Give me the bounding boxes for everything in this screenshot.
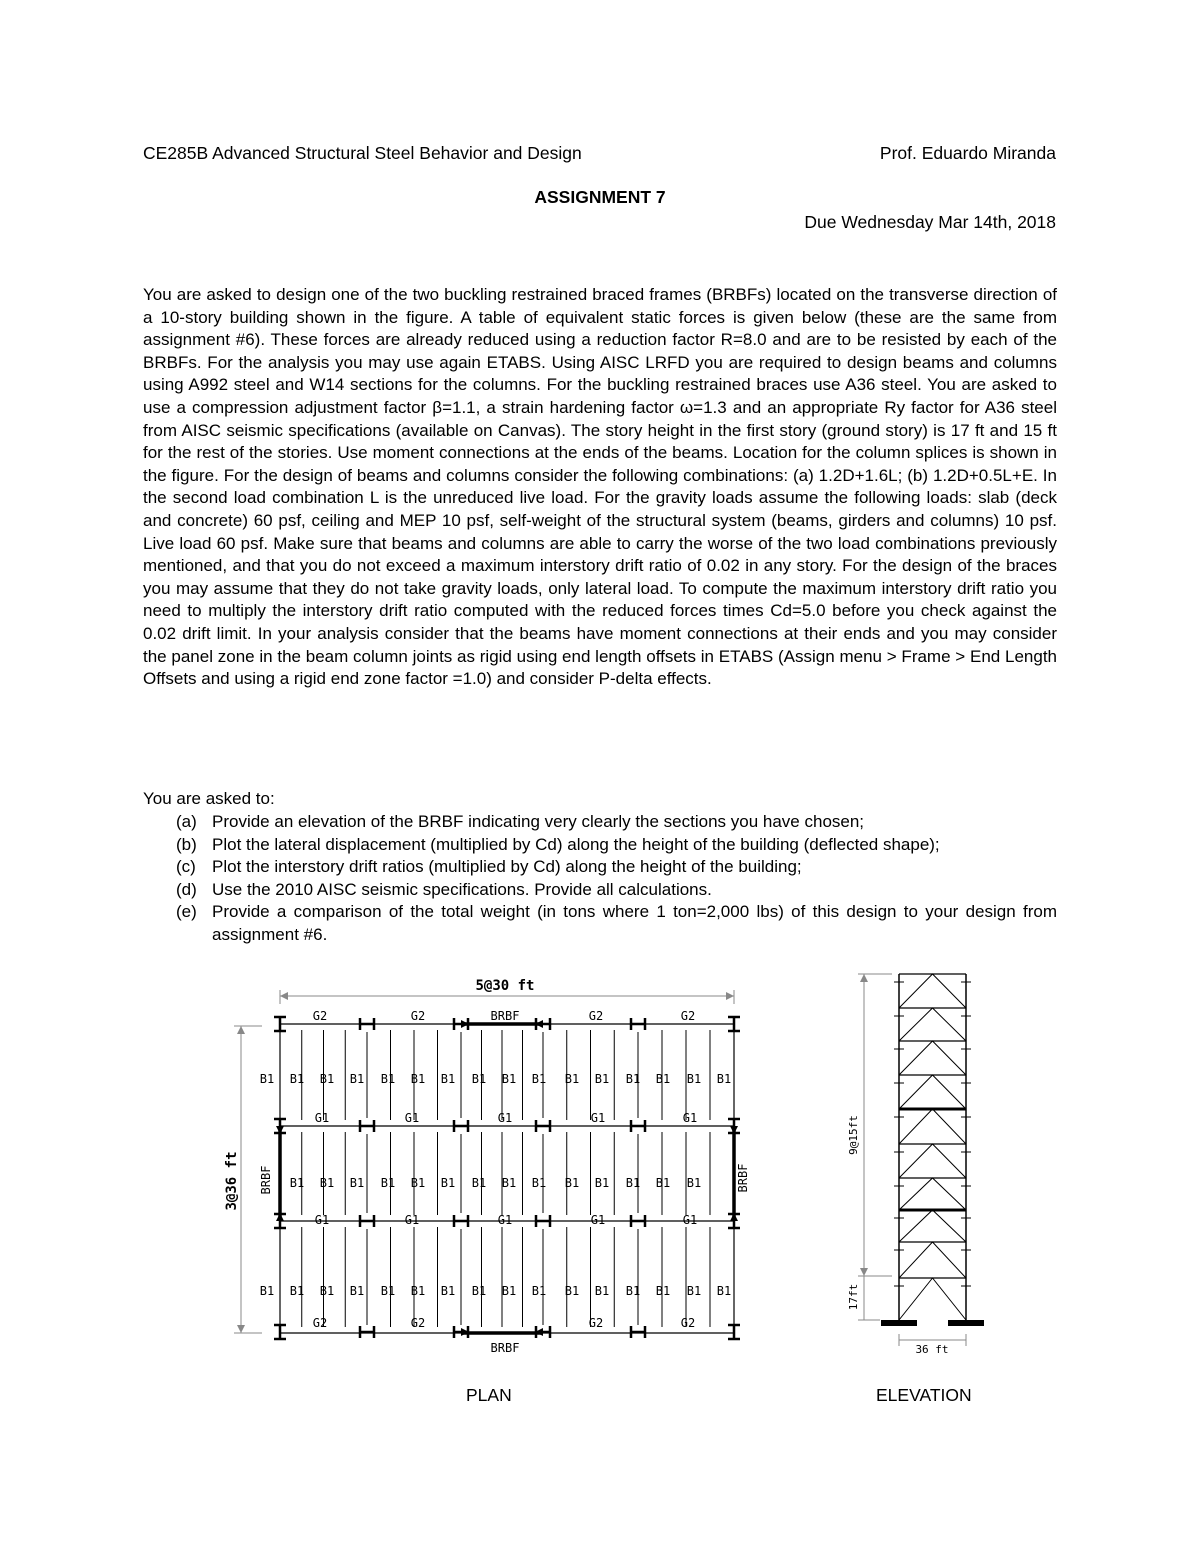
label-b1: B1	[594, 1176, 610, 1190]
elev-chevron-brace	[899, 1144, 966, 1178]
label-b1: B1	[319, 1284, 335, 1298]
label-brbf: BRBF	[736, 1163, 750, 1193]
label-b1: B1	[440, 1176, 456, 1190]
label-b1: B1	[380, 1284, 396, 1298]
elev-chevron-brace	[899, 1109, 966, 1144]
plan-dim-x: 5@30 ft	[475, 978, 535, 994]
label-g2: G2	[588, 1316, 604, 1330]
label-g2: G2	[680, 1316, 696, 1330]
label-b1: B1	[380, 1072, 396, 1086]
label-b1: B1	[531, 1176, 547, 1190]
label-brbf: BRBF	[490, 1341, 520, 1355]
task-text: Provide an elevation of the BRBF indicating very clearly the sections you have chosen;	[212, 812, 865, 831]
task-text: Use the 2010 AISC seismic specifications. Provide all calculations.	[212, 879, 712, 899]
label-b1: B1	[501, 1072, 517, 1086]
column-h-symbol	[536, 1120, 550, 1132]
plan-drawing	[215, 970, 755, 1360]
label-b1: B1	[259, 1284, 275, 1298]
task-item	[176, 901, 1057, 946]
task-item	[176, 856, 1057, 879]
label-g2: G2	[680, 1009, 696, 1023]
task-item	[176, 879, 1057, 902]
support-right	[948, 1320, 984, 1326]
label-b1: B1	[380, 1176, 396, 1190]
label-b1: B1	[625, 1284, 641, 1298]
column-h-symbol	[631, 1215, 645, 1227]
label-g1: G1	[314, 1213, 330, 1227]
elev-chevron-brace	[899, 1041, 966, 1075]
label-b1: B1	[686, 1176, 702, 1190]
elev-dim-arrow	[860, 1268, 868, 1276]
label-b1: B1	[319, 1176, 335, 1190]
label-b1: B1	[349, 1072, 365, 1086]
elev-chevron-brace	[899, 1242, 966, 1278]
column-i-symbol	[274, 1325, 286, 1339]
task-label: (b)	[176, 834, 197, 854]
label-b1: B1	[531, 1072, 547, 1086]
label-g1: G1	[404, 1213, 420, 1227]
column-h-symbol	[454, 1215, 468, 1227]
professor-name: Prof. Eduardo Miranda	[879, 143, 1056, 163]
label-b1: B1	[289, 1284, 305, 1298]
label-b1: B1	[686, 1284, 702, 1298]
label-b1: B1	[289, 1072, 305, 1086]
dim-arrow	[726, 992, 734, 1000]
elev-chevron-brace	[899, 1075, 966, 1109]
label-g1: G1	[590, 1111, 606, 1125]
task-item	[176, 834, 1057, 857]
label-b1: B1	[594, 1072, 610, 1086]
label-b1: B1	[349, 1284, 365, 1298]
elev-chevron-brace	[899, 974, 966, 1008]
label-b1: B1	[289, 1176, 305, 1190]
dim-arrow	[237, 1325, 245, 1333]
label-b1: B1	[349, 1176, 365, 1190]
label-b1: B1	[410, 1072, 426, 1086]
task-text: Provide a comparison of the total weight (in tons where 1 ton=2,000 lbs) of this design to your design from assignment #6.	[212, 902, 1057, 944]
label-b1: B1	[531, 1284, 547, 1298]
label-b1: B1	[410, 1284, 426, 1298]
label-g1: G1	[497, 1111, 513, 1125]
column-h-symbol	[536, 1215, 550, 1227]
column-i-symbol	[728, 1325, 740, 1339]
label-g1: G1	[404, 1111, 420, 1125]
column-h-symbol	[631, 1018, 645, 1030]
column-h-symbol	[360, 1326, 374, 1338]
label-brbf: BRBF	[259, 1165, 273, 1195]
label-b1: B1	[471, 1072, 487, 1086]
label-g1: G1	[497, 1213, 513, 1227]
label-b1: B1	[319, 1072, 335, 1086]
label-b1: B1	[564, 1072, 580, 1086]
label-b1: B1	[686, 1072, 702, 1086]
column-h-symbol	[454, 1120, 468, 1132]
label-b1: B1	[594, 1284, 610, 1298]
label-brbf: BRBF	[490, 1009, 520, 1023]
elevation-drawing	[840, 965, 990, 1365]
label-b1: B1	[440, 1284, 456, 1298]
task-text: Plot the interstory drift ratios (multiplied by Cd) along the height of the building;	[212, 857, 802, 877]
task-text: Plot the lateral displacement (multiplied by Cd) along the height of the building (deflected shape);	[212, 834, 940, 854]
label-g2: G2	[312, 1316, 328, 1330]
label-g1: G1	[682, 1111, 698, 1125]
column-h-symbol	[360, 1215, 374, 1227]
label-b1: B1	[501, 1284, 517, 1298]
support-left	[881, 1320, 917, 1326]
label-b1: B1	[655, 1176, 671, 1190]
plan-dim-y: 3@36 ft	[224, 1151, 240, 1211]
label-b1: B1	[440, 1072, 456, 1086]
column-h-symbol	[360, 1120, 374, 1132]
label-b1: B1	[625, 1072, 641, 1086]
label-g1: G1	[682, 1213, 698, 1227]
due-date: Due Wednesday Mar 14th, 2018	[804, 212, 1056, 232]
elev-dim-upper: 9@15ft	[847, 1115, 860, 1155]
label-b1: B1	[564, 1284, 580, 1298]
label-b1: B1	[564, 1176, 580, 1190]
elevation-caption: ELEVATION	[876, 1385, 972, 1405]
column-h-symbol	[631, 1326, 645, 1338]
assignment-title: ASSIGNMENT 7	[534, 187, 666, 207]
label-b1: B1	[655, 1284, 671, 1298]
dim-arrow	[237, 1026, 245, 1034]
label-b1: B1	[410, 1176, 426, 1190]
task-list	[176, 811, 1057, 947]
elev-chevron-brace	[899, 1210, 966, 1242]
label-b1: B1	[471, 1284, 487, 1298]
label-b1: B1	[716, 1072, 732, 1086]
task-item	[176, 811, 1057, 834]
elev-dim-width: 36 ft	[915, 1343, 949, 1356]
elev-chevron-brace	[899, 1278, 966, 1320]
task-label: (e)	[176, 902, 197, 922]
column-h-symbol	[631, 1120, 645, 1132]
label-b1: B1	[716, 1284, 732, 1298]
course-title: CE285B Advanced Structural Steel Behavior and Design	[143, 143, 582, 163]
label-b1: B1	[501, 1176, 517, 1190]
elev-dim-lower: 17ft	[847, 1283, 860, 1311]
task-label: (d)	[176, 879, 197, 899]
label-g2: G2	[588, 1009, 604, 1023]
label-g2: G2	[410, 1316, 426, 1330]
task-label: (a)	[176, 812, 197, 831]
label-g2: G2	[312, 1009, 328, 1023]
label-b1: B1	[625, 1176, 641, 1190]
assignment-description: You are asked to design one of the two buckling restrained braced frames (BRBFs) located on the transverse direction of a 10-story building shown in the figure. A table of equivalent static forces is given below (these are the same from assignment #6). These forces are already reduced using a reduction factor R=8.0 and are to be resisted by each of the BRBFs. For the analysis you may use again ETABS. Using AISC LRFD you are required to design beams and columns using A992 steel and W14 sections for the columns. For the buckling restrained braces use A36 steel. You are asked to use a compression adjustment factor β=1.1, a strain hardening factor ω=1.3 and an appropriate Ry factor for A36 steel from AISC seismic specifications (available on Canvas). The story height in the first story (ground story) is 17 ft and 15 ft for the rest of the stories. Use moment connections at the ends of the beams. Location for the column splices is shown in the figure. For the design of beams and columns consider the following combinations: (a) 1.2D+1.6L; (b) 1.2D+0.5L+E. In the second load combination L is the unreduced live load. For the gravity loads assume the following loads: slab (deck and concrete) 60 psf, ceiling and MEP 10 psf, self-weight of the structural system (beams, girders and columns) 10 psf. Live load 60 psf. Make sure that beams and columns are able to carry the worse of the two load combinations previously mentioned, and that you do not exceed a maximum interstory drift ratio of 0.02 in any story. For the design of the braces you may assume that they do not take gravity loads, only lateral load. To compute the maximum interstory drift ratio you need to multiply the interstory drift ratio computed with the reduced forces times Cd=5.0 before you check against the 0.02 drift limit. In your analysis consider that the beams have moment connections at their ends and you may consider the panel zone in the beam column joints as rigid using end length offsets in ETABS (Assign menu > Frame > End Length Offsets and using a rigid end zone factor =1.0) and consider P-delta effects.	[143, 285, 1057, 689]
column-h-symbol	[360, 1018, 374, 1030]
label-b1: B1	[655, 1072, 671, 1086]
plan-caption: PLAN	[466, 1385, 512, 1405]
label-b1: B1	[259, 1072, 275, 1086]
task-label: (c)	[176, 857, 196, 877]
label-g1: G1	[314, 1111, 330, 1125]
dim-arrow	[280, 992, 288, 1000]
elev-chevron-brace	[899, 1008, 966, 1041]
elev-chevron-brace	[899, 1178, 966, 1210]
elev-dim-arrow	[860, 974, 868, 982]
label-b1: B1	[471, 1176, 487, 1190]
label-g2: G2	[410, 1009, 426, 1023]
label-g1: G1	[590, 1213, 606, 1227]
tasks-intro: You are asked to:	[143, 789, 275, 808]
